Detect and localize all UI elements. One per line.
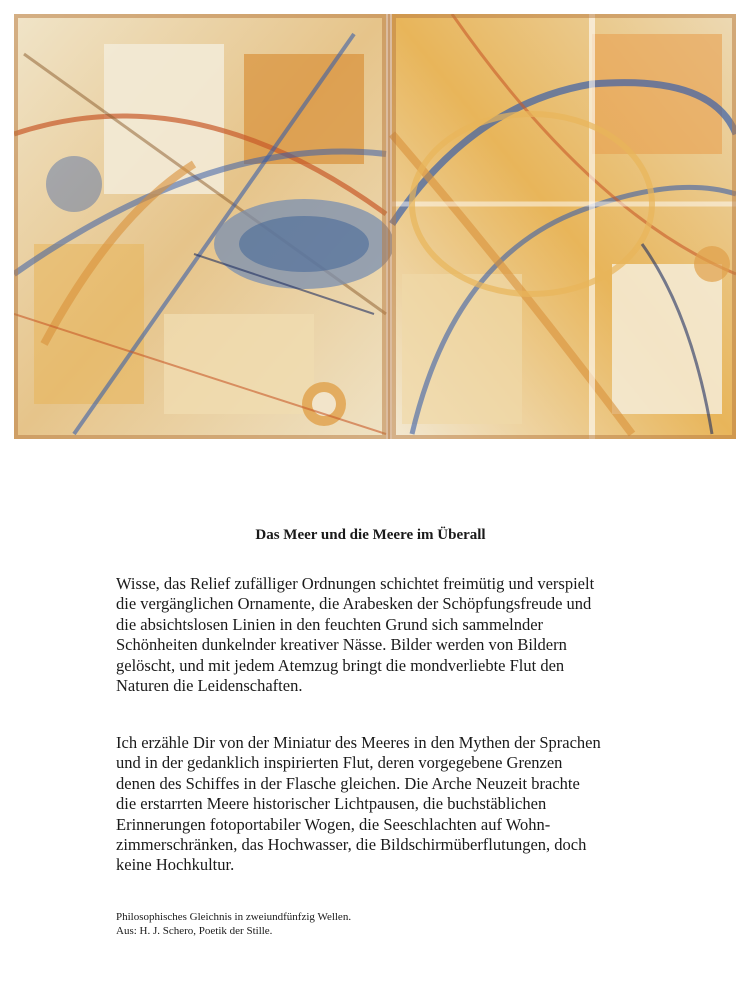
text-line: die erstarrten Meere historischer Lichtpausen, die buchstäblichen	[116, 794, 547, 814]
page-title: Das Meer und die Meere im Überall	[255, 527, 486, 543]
text-line: zimmerschränken, das Hochwasser, die Bildschirmüberflutungen, doch	[116, 835, 587, 855]
text-line: Wisse, das Relief zufälliger Ordnungen schichtet freimütig und verspielt	[116, 574, 595, 593]
text-line: gelöscht, und mit jedem Atemzug bringt die mondverliebte Flut den	[116, 655, 565, 675]
text-line: denen des Schiffes in der Flasche gleichen. Die Arche Neuzeit brachte	[116, 773, 580, 793]
painting-panel-left	[14, 14, 394, 439]
text-line: Naturen die Leidenschaften.	[116, 676, 303, 696]
body-paragraph-1	[116, 574, 636, 696]
text-line: keine Hochkultur.	[116, 855, 235, 875]
abstract-painting-image	[14, 14, 736, 439]
painting-panel-right	[392, 14, 736, 439]
caption-line: Philosophisches Gleichnis in zweiundfünfzig Wellen.	[116, 911, 352, 923]
text-line: Ich erzähle Dir von der Miniatur des Meeres in den Mythen der Sprachen	[116, 733, 601, 752]
body-paragraph-2	[116, 733, 636, 876]
text-line: die vergänglichen Ornamente, die Arabesken der Schöpfungsfreude und	[116, 594, 592, 614]
text-line: und in der gedanklich inspirierten Flut, deren vorgegebene Grenzen	[116, 753, 563, 773]
text-line: Schönheiten dunkelnder kreativer Nässe. Bilder werden von Bildern	[116, 635, 567, 655]
source-caption	[116, 911, 636, 938]
caption-line: Aus: H. J. Schero, Poetik der Stille.	[116, 924, 273, 937]
text-line: Erinnerungen fotoportabiler Wogen, die Seeschlachten auf Wohn-	[116, 814, 551, 834]
text-line: die absichtslosen Linien in den feuchten Grund sich sammelnder	[116, 614, 544, 634]
